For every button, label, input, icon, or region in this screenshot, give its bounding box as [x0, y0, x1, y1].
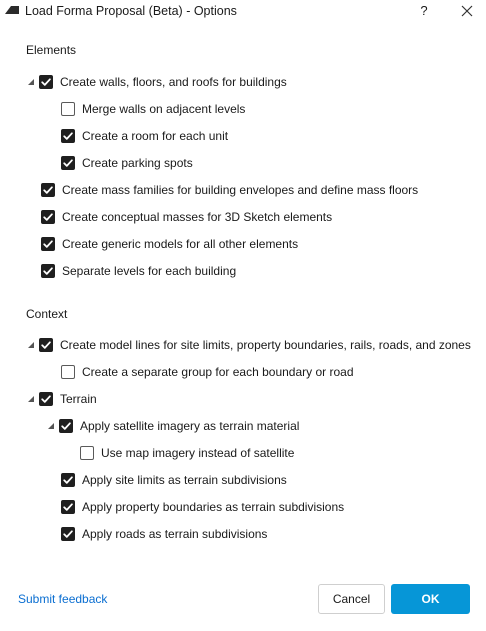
checkbox-merge-walls[interactable] — [61, 102, 75, 116]
title-bar — [0, 0, 486, 22]
checkbox-separate-group[interactable] — [61, 365, 75, 379]
window-title: Load Forma Proposal (Beta) - Options — [25, 4, 237, 18]
checkbox-separate-levels[interactable] — [41, 264, 55, 278]
label-mass-families: Create mass families for building envelopes and define mass floors — [62, 183, 419, 197]
checkmark-icon — [40, 76, 52, 88]
label-model-lines: Create model lines for site limits, property boundaries, rails, roads, and zones — [60, 338, 471, 352]
checkbox-parking[interactable] — [61, 156, 75, 170]
checkmark-icon — [40, 339, 52, 351]
label-site-limits: Apply site limits as terrain subdivisions — [82, 473, 287, 487]
checkbox-map-imagery[interactable] — [80, 446, 94, 460]
checkbox-mass-families[interactable] — [41, 183, 55, 197]
collapse-triangle-icon[interactable] — [27, 341, 35, 349]
label-roads: Apply roads as terrain subdivisions — [82, 527, 268, 541]
collapse-triangle-icon[interactable] — [27, 78, 35, 86]
checkbox-satellite[interactable] — [59, 419, 73, 433]
label-conceptual-masses: Create conceptual masses for 3D Sketch elements — [62, 210, 333, 224]
checkmark-icon — [42, 238, 54, 250]
label-terrain: Terrain — [60, 392, 97, 406]
label-room-per-unit: Create a room for each unit — [82, 129, 229, 143]
checkmark-icon — [42, 265, 54, 277]
checkmark-icon — [62, 157, 74, 169]
label-parking: Create parking spots — [82, 156, 193, 170]
label-separate-group: Create a separate group for each boundary or road — [82, 365, 354, 379]
checkmark-icon — [40, 393, 52, 405]
checkbox-conceptual-masses[interactable] — [41, 210, 55, 224]
checkmark-icon — [42, 184, 54, 196]
checkmark-icon — [60, 420, 72, 432]
section-title-elements: Elements — [26, 43, 77, 57]
collapse-triangle-icon[interactable] — [47, 422, 55, 430]
checkmark-icon — [62, 528, 74, 540]
ok-button[interactable]: OK — [391, 584, 470, 614]
section-title-context: Context — [26, 307, 68, 321]
checkbox-terrain[interactable] — [39, 392, 53, 406]
collapse-triangle-icon[interactable] — [27, 395, 35, 403]
checkbox-roads[interactable] — [61, 527, 75, 541]
checkbox-generic-models[interactable] — [41, 237, 55, 251]
checkbox-walls[interactable] — [39, 75, 53, 89]
checkbox-site-limits[interactable] — [61, 473, 75, 487]
checkbox-property-boundaries[interactable] — [61, 500, 75, 514]
label-walls: Create walls, floors, and roofs for buildings — [60, 75, 287, 89]
close-icon — [456, 1, 478, 21]
app-logo-icon — [4, 5, 20, 15]
label-satellite: Apply satellite imagery as terrain material — [80, 419, 300, 433]
checkmark-icon — [62, 501, 74, 513]
label-map-imagery: Use map imagery instead of satellite — [101, 446, 295, 460]
checkmark-icon — [62, 130, 74, 142]
label-merge-walls: Merge walls on adjacent levels — [82, 102, 246, 116]
checkmark-icon — [42, 211, 54, 223]
label-separate-levels: Separate levels for each building — [62, 264, 237, 278]
close-button[interactable] — [456, 1, 478, 21]
help-button[interactable]: ? — [420, 3, 428, 18]
cancel-button[interactable]: Cancel — [318, 584, 385, 614]
submit-feedback-link[interactable]: Submit feedback — [18, 592, 108, 606]
checkbox-model-lines[interactable] — [39, 338, 53, 352]
label-property-boundaries: Apply property boundaries as terrain subdivisions — [82, 500, 345, 514]
checkmark-icon — [62, 474, 74, 486]
label-generic-models: Create generic models for all other elements — [62, 237, 299, 251]
checkbox-room-per-unit[interactable] — [61, 129, 75, 143]
